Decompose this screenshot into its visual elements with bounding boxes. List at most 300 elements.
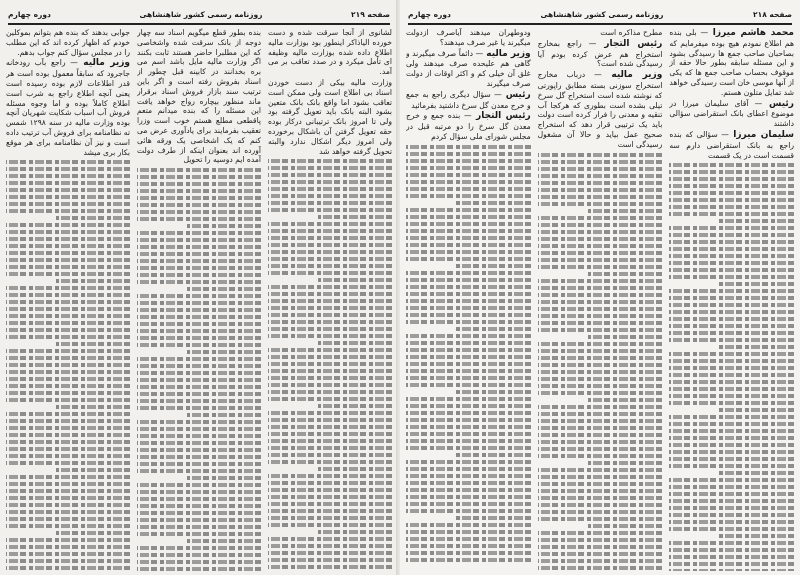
illegible-text-line [669, 296, 794, 300]
illegible-text-line [56, 279, 130, 283]
paragraph-text: وزارت مالیه بیکی از دست خوردن اسناد بی اطلاع است ولی ممکن است تعاقب بشود اما واقع بانک بانک متعین بشود البته بانک باید تعویل گرفته بود ولی تا امروز بانک ترتیبانی درکار بوده حقه تعویل گرفتن آن باشکال برخورده ولی امروز دیگر اشکال ندارد والبته تحویل گرفته خواهد شد [268, 77, 392, 156]
illegible-text-line [137, 364, 261, 368]
illegible-text-line [538, 545, 663, 549]
illegible-text-line [187, 413, 261, 417]
illegible-text-line [137, 315, 261, 319]
illegible-text-line [406, 320, 531, 324]
illegible-text-line [669, 527, 794, 531]
illegible-text-line [137, 532, 261, 536]
illegible-text-line [6, 293, 130, 297]
illegible-text-line [669, 289, 794, 293]
illegible-text-line [318, 404, 392, 408]
illegible-text-line [669, 191, 794, 195]
illegible-text-line [456, 264, 531, 268]
illegible-text-line [268, 320, 392, 324]
illegible-text-line [669, 415, 794, 419]
illegible-text-line [268, 222, 392, 226]
illegible-text-line [538, 223, 663, 227]
illegible-text-line [6, 412, 130, 416]
illegible-text-line [456, 390, 531, 394]
illegible-text-line [6, 489, 130, 493]
illegible-text-line [268, 194, 392, 198]
speaker-name: محمد هاشم میرزا [708, 28, 794, 38]
illegible-text-line [137, 483, 261, 487]
illegible-text-line [268, 453, 392, 457]
illegible-text-line [538, 538, 663, 542]
illegible-text-line [268, 236, 392, 240]
illegible-text-line [669, 226, 794, 230]
illegible-text-line [137, 343, 261, 347]
illegible-text-line [538, 321, 663, 325]
paragraph-text: مطرح مذاکره است [600, 28, 663, 37]
illegible-text-line [187, 287, 261, 291]
illegible-text-line [406, 558, 531, 562]
illegible-text-line [6, 174, 130, 178]
illegible-text-line [406, 152, 531, 156]
illegible-text-line [268, 187, 392, 191]
illegible-text-line [406, 383, 531, 387]
paragraph-text: — راجع بمخارج استخراج هم عرض کرده بودم آیا رسیدگی شده است؟ [537, 38, 663, 69]
illegible-text-line [268, 481, 392, 485]
paragraph [6, 28, 130, 57]
illegible-text-line [538, 181, 663, 185]
illegible-text-line [137, 294, 261, 298]
illegible-text-line [669, 464, 794, 468]
paragraph-text: ودوطهران میدهند آیاصرف ازدولت میگیرند یا غیر صرف میدهند؟ [405, 28, 531, 47]
illegible-text-line [719, 282, 794, 286]
illegible-text-line [6, 496, 130, 500]
illegible-text-line [538, 503, 663, 507]
illegible-text-line [137, 273, 261, 277]
text-column [137, 28, 261, 571]
illegible-text-line [268, 229, 392, 233]
illegible-text-line [56, 342, 130, 346]
illegible-text-line [538, 314, 663, 318]
illegible-text-line [6, 209, 130, 213]
illegible-text-line [6, 272, 130, 276]
paragraph-text: — بلی بنده هم اطلاع نمودم هیچ بوده میفرمایم که بصاحبان صاحب جمع ها رسیدگی بشود و این مسئله سابقه بطور حالا حقه از موقوف بحساب صاحب جمع ها که یکی از آنها موسی خان است رسیدگی خواهد شد تمایل متلون هستم. [669, 28, 794, 97]
illegible-text-line [6, 482, 130, 486]
illegible-text-line [6, 559, 130, 563]
illegible-text-line [406, 418, 531, 422]
illegible-text-line [268, 313, 392, 317]
paragraph [538, 70, 663, 149]
illegible-text-line [669, 352, 794, 356]
illegible-text-line [538, 258, 663, 262]
illegible-text-line [137, 497, 261, 501]
header-rule [408, 23, 792, 25]
illegible-text-line [137, 231, 261, 235]
illegible-text-line [268, 271, 392, 275]
illegible-text-line [406, 173, 531, 177]
illegible-text-line [538, 517, 663, 521]
illegible-text-line [137, 378, 261, 382]
illegible-text-line [268, 460, 392, 464]
header-rule [8, 23, 390, 25]
illegible-text-line [406, 271, 531, 275]
illegible-text-line [268, 285, 392, 289]
paragraph-text: بنده بطور قطع میگویم اسناد سه چهار دوجه از بانک سرقت شده واشخاصی که این مطلبرا حاضر هستند ثابت بکنند اگر وزارت مالیه مایل باشد اسم می بره بخدانند در کابینه قبل چطور از اسناد بفروش رفته است و اگر باین ترتیب سند بازار فروش اسناد برقرار ماند منظور بیچاره رواج خواهد یافت این مسئله را که بنده میدانم متعم پاقطعی مطلع هستم خوب است وزرا تعقیب بفرمایند برای یادآوری عرض می کنم که یک اشخاصی یک ورقه هائی آورده اند بعنوان اینکه از طرف دولت آمده ایم دوسیه را تحویل [137, 28, 261, 165]
illegible-text-line [669, 520, 794, 524]
illegible-text-line [669, 422, 794, 426]
illegible-text-line [538, 370, 663, 374]
paragraph [406, 90, 531, 111]
illegible-text-line [137, 406, 261, 410]
illegible-text-line [137, 427, 261, 431]
illegible-text-line [669, 275, 794, 279]
illegible-text-line [406, 425, 531, 429]
illegible-text-line [406, 187, 531, 191]
illegible-text-line [318, 467, 392, 471]
illegible-text-line [538, 174, 663, 178]
paragraph-text: لشانوی از آنجا سرقت شده و دست خورده الیاذاکر اینطور بود بوزارت مالیه اطلاع داده شده بوزارت مالیه وظیفه ای تأمل میکرد و در صدد تعاقب بر می آمد. [268, 28, 392, 77]
illegible-text-line [406, 432, 531, 436]
illegible-text-line [669, 373, 794, 377]
illegible-text-line [137, 175, 261, 179]
illegible-text-line [268, 173, 392, 177]
illegible-text-line [6, 356, 130, 360]
illegible-text-line [588, 524, 663, 528]
speaker-name: رئیس التجار [471, 111, 531, 122]
paragraph [406, 28, 531, 48]
illegible-text-line [719, 219, 794, 223]
illegible-text-line [538, 153, 663, 157]
illegible-text-line [538, 405, 663, 409]
speaker-name: سلیمان میرزا [728, 129, 794, 140]
illegible-text-line [538, 482, 663, 486]
illegible-text-line [6, 258, 130, 262]
paragraph [538, 39, 663, 69]
illegible-text-line [6, 237, 130, 241]
illegible-text-line [268, 397, 392, 401]
illegible-text-line [268, 439, 392, 443]
illegible-text-line [6, 510, 130, 514]
illegible-text-line [6, 335, 130, 339]
illegible-text-line [538, 195, 663, 199]
illegible-text-line [406, 250, 531, 254]
illegible-text-line [669, 247, 794, 251]
illegible-text-line [137, 525, 261, 529]
illegible-text-line [268, 292, 392, 296]
illegible-text-line [406, 411, 531, 415]
illegible-text-line [137, 553, 261, 557]
illegible-text-line [538, 384, 663, 388]
illegible-text-line [6, 314, 130, 318]
illegible-text-line [137, 357, 261, 361]
illegible-text-line [268, 474, 392, 478]
illegible-text-line [538, 300, 663, 304]
illegible-text-line [268, 411, 392, 415]
illegible-text-line [669, 492, 794, 496]
left-page [0, 0, 398, 575]
session-label: دوره چهارم [8, 9, 51, 19]
illegible-text-line [538, 419, 663, 423]
illegible-text-line [406, 376, 531, 380]
illegible-text-line [268, 509, 392, 513]
illegible-text-line [6, 566, 130, 570]
text-columns [6, 28, 392, 571]
illegible-text-line [669, 163, 794, 167]
illegible-text-line [268, 502, 392, 506]
illegible-text-line [6, 160, 130, 164]
illegible-text-line [406, 341, 531, 345]
illegible-text-line [719, 345, 794, 349]
illegible-text-line [669, 233, 794, 237]
illegible-text-line [456, 201, 531, 205]
illegible-text-line [538, 237, 663, 241]
illegible-text-line [268, 390, 392, 394]
illegible-text-line [6, 419, 130, 423]
illegible-text-line [56, 405, 130, 409]
journal-title: روزنامه رسمی کشور شاهنشاهی [540, 9, 664, 19]
illegible-text-line [669, 506, 794, 510]
illegible-text-line [6, 524, 130, 528]
illegible-text-line [137, 448, 261, 452]
illegible-text-line [669, 541, 794, 545]
illegible-text-line [406, 530, 531, 534]
illegible-text-line [456, 453, 531, 457]
illegible-text-line [268, 180, 392, 184]
illegible-text-line [137, 196, 261, 200]
illegible-text-line [669, 177, 794, 181]
illegible-text-line [268, 523, 392, 527]
illegible-text-line [406, 348, 531, 352]
illegible-text-line [137, 504, 261, 508]
illegible-text-line [6, 230, 130, 234]
illegible-text-line [268, 495, 392, 499]
illegible-text-line [6, 370, 130, 374]
page-header [8, 8, 390, 20]
illegible-text-line [268, 446, 392, 450]
illegible-text-line [406, 481, 531, 485]
illegible-text-line [669, 324, 794, 328]
journal-title: روزنامه رسمی کشور شاهنشاهی [139, 9, 263, 19]
illegible-text-line [6, 363, 130, 367]
illegible-text-line [669, 310, 794, 314]
illegible-text-line [406, 369, 531, 373]
illegible-text-line [137, 252, 261, 256]
illegible-text-line [6, 391, 130, 395]
illegible-text-line [406, 502, 531, 506]
illegible-text-line [6, 384, 130, 388]
illegible-text-line [669, 170, 794, 174]
illegible-text-line [538, 342, 663, 346]
illegible-text-line [268, 537, 392, 541]
illegible-text-line [538, 412, 663, 416]
illegible-text-line [538, 230, 663, 234]
illegible-text-line [669, 317, 794, 321]
illegible-text-line [318, 341, 392, 345]
illegible-text-line [56, 216, 130, 220]
page-number: صفحه ۲۱۹ [351, 9, 390, 19]
illegible-text-line [6, 300, 130, 304]
illegible-text-line [406, 299, 531, 303]
illegible-text-line [669, 443, 794, 447]
illegible-text-line [6, 377, 130, 381]
illegible-text-line [669, 457, 794, 461]
illegible-text-line [538, 391, 663, 395]
illegible-text-line [268, 166, 392, 170]
illegible-text-line [406, 194, 531, 198]
illegible-text-line [538, 440, 663, 444]
illegible-text-line [268, 334, 392, 338]
illegible-text-line [268, 243, 392, 247]
illegible-text-line [137, 203, 261, 207]
illegible-text-line [268, 418, 392, 422]
text-column [669, 28, 794, 571]
illegible-text-line [268, 208, 392, 212]
illegible-text-line [137, 420, 261, 424]
illegible-text-line [538, 377, 663, 381]
illegible-text-line [137, 469, 261, 473]
illegible-text-line [406, 215, 531, 219]
illegible-text-line [318, 530, 392, 534]
illegible-text-line [669, 555, 794, 559]
illegible-text-line [538, 244, 663, 248]
paragraph-text: جوابی بدهند که بنده هم بتوانم بموکلین خودم که اظهار کرده اند که این مطلب را در مجلس سؤال کنم جواب بدهم. [6, 28, 130, 57]
illegible-text-line [538, 468, 663, 472]
illegible-text-line [137, 329, 261, 333]
illegible-text-line [6, 328, 130, 332]
illegible-text-line [406, 159, 531, 163]
illegible-text-line [137, 560, 261, 564]
illegible-text-line [669, 436, 794, 440]
illegible-text-line [6, 461, 130, 465]
illegible-text-line [268, 250, 392, 254]
illegible-text-line [187, 350, 261, 354]
illegible-text-line [669, 394, 794, 398]
illegible-text-line [268, 425, 392, 429]
illegible-text-line [6, 321, 130, 325]
illegible-text-line [137, 392, 261, 396]
illegible-text-line [137, 308, 261, 312]
illegible-text-line [669, 184, 794, 188]
illegible-text-line [6, 349, 130, 353]
illegible-text-line [538, 363, 663, 367]
illegible-text-line [406, 467, 531, 471]
illegible-text-line [406, 355, 531, 359]
illegible-text-line [669, 485, 794, 489]
illegible-text-line [406, 551, 531, 555]
illegible-text-line [6, 286, 130, 290]
illegible-text-line [538, 552, 663, 556]
illegible-text-line [669, 212, 794, 216]
illegible-text-line [406, 166, 531, 170]
illegible-text-line [137, 546, 261, 550]
illegible-text-line [588, 461, 663, 465]
illegible-text-line [538, 496, 663, 500]
illegible-text-line [268, 306, 392, 310]
illegible-text-line [137, 168, 261, 172]
illegible-text-line [669, 268, 794, 272]
illegible-text-line [137, 210, 261, 214]
paragraph-text: — سؤالی که بنده راجع به بانک استقراضی دارم سه قسمت است در یک قسمت [669, 129, 794, 160]
illegible-text-line [588, 335, 663, 339]
illegible-text-line [669, 387, 794, 391]
illegible-text-line [538, 510, 663, 514]
illegible-text-line [538, 349, 663, 353]
illegible-text-line [268, 551, 392, 555]
illegible-text-line [669, 359, 794, 363]
illegible-text-line [6, 202, 130, 206]
illegible-text-line [187, 476, 261, 480]
paragraph [6, 58, 130, 157]
illegible-text-line [406, 306, 531, 310]
illegible-text-line [6, 265, 130, 269]
illegible-text-line [268, 488, 392, 492]
illegible-text-line [538, 265, 663, 269]
illegible-text-line [137, 455, 261, 459]
illegible-text-line [406, 180, 531, 184]
illegible-text-line [268, 299, 392, 303]
illegible-text-line [137, 245, 261, 249]
illegible-text-line [268, 159, 392, 163]
illegible-text-line [669, 548, 794, 552]
illegible-text-line [6, 538, 130, 542]
illegible-text-line [268, 516, 392, 520]
illegible-text-line [268, 264, 392, 268]
illegible-text-line [669, 569, 794, 571]
illegible-text-line [137, 322, 261, 326]
illegible-text-line [538, 216, 663, 220]
illegible-text-line [538, 454, 663, 458]
illegible-text-line [406, 313, 531, 317]
illegible-text-line [137, 441, 261, 445]
text-column [538, 28, 663, 571]
illegible-text-line [406, 236, 531, 240]
illegible-text-line [406, 285, 531, 289]
illegible-text-line [268, 544, 392, 548]
speaker-name: رئیس [501, 89, 531, 100]
illegible-text-line [6, 398, 130, 402]
illegible-text-line [538, 475, 663, 479]
illegible-text-line [669, 499, 794, 503]
illegible-text-line [268, 558, 392, 562]
paragraph [669, 130, 794, 160]
paragraph [406, 111, 531, 141]
illegible-text-line [538, 307, 663, 311]
paragraph [669, 28, 794, 98]
illegible-text-line [6, 426, 130, 430]
illegible-text-line [137, 490, 261, 494]
illegible-text-line [669, 331, 794, 335]
illegible-text-line [137, 182, 261, 186]
illegible-text-line [538, 531, 663, 535]
illegible-text-line [669, 240, 794, 244]
text-columns [406, 28, 794, 571]
paragraph-text: — آقای سلیمان میرزا در موضوع اعطای بانک استقراضی سؤالی داشتند [669, 98, 794, 129]
illegible-text-line [669, 198, 794, 202]
illegible-text-line [137, 280, 261, 284]
illegible-text-line [268, 355, 392, 359]
illegible-text-line [268, 257, 392, 261]
illegible-text-line [268, 376, 392, 380]
illegible-text-line [406, 229, 531, 233]
illegible-text-line [137, 371, 261, 375]
illegible-text-line [137, 518, 261, 522]
illegible-text-line [538, 433, 663, 437]
illegible-text-line [406, 495, 531, 499]
paragraph [669, 99, 794, 129]
illegible-text-line [669, 380, 794, 384]
illegible-text-line [538, 566, 663, 570]
illegible-text-line [187, 539, 261, 543]
illegible-text-line [406, 257, 531, 261]
illegible-text-line [56, 468, 130, 472]
illegible-text-line [318, 215, 392, 219]
illegible-text-line [588, 272, 663, 276]
page-header [408, 8, 792, 20]
